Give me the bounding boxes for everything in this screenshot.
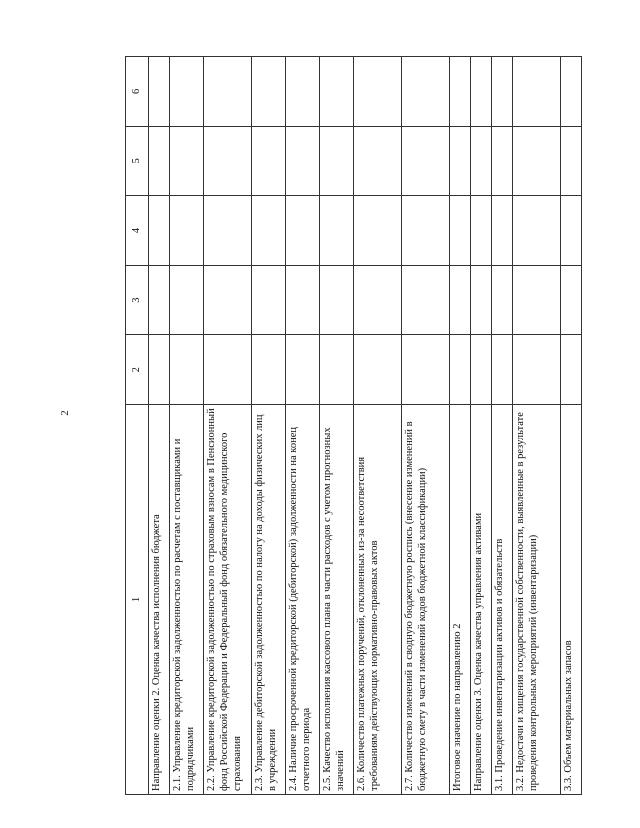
table-cell (402, 265, 450, 335)
table-cell (402, 126, 450, 196)
header-cell: 3 (126, 265, 149, 335)
table-cell (354, 57, 402, 127)
header-row (126, 57, 149, 795)
row-label: 2.3. Управление дебиторской задолженностью по налогу на доходы физических лиц в учреждении (252, 405, 286, 795)
table-cell (513, 335, 561, 405)
table-cell (471, 57, 492, 127)
table-cell (354, 126, 402, 196)
table-cell (286, 335, 320, 405)
table-cell (286, 265, 320, 335)
row-label: 3.2. Недостачи и хищения государственной собственности, выявленные в результате проведения контрольных мероприятий (инвентаризации) (513, 405, 561, 795)
table-cell (320, 335, 354, 405)
table-cell (149, 57, 170, 127)
table-cell (492, 196, 513, 266)
table-row (149, 57, 170, 795)
header-cell: 6 (126, 57, 149, 127)
table-cell (561, 126, 582, 196)
page-number: 2 (58, 410, 71, 416)
table-cell (170, 57, 204, 127)
table-cell (252, 126, 286, 196)
table-cell (513, 196, 561, 266)
table-cell (204, 265, 252, 335)
table-row (320, 57, 354, 795)
row-label: 2.4. Наличие просроченной кредиторской (дебиторской) задолженности на конец отчетного периода (286, 405, 320, 795)
table-cell (170, 126, 204, 196)
table-cell (561, 265, 582, 335)
table-cell (320, 57, 354, 127)
table-cell (170, 265, 204, 335)
table-cell (149, 265, 170, 335)
table-row (471, 57, 492, 795)
row-label: Направление оценки 3. Оценка качества управления активами (471, 405, 492, 795)
table-row (450, 57, 471, 795)
table-cell (252, 335, 286, 405)
table-cell (513, 265, 561, 335)
table-cell (492, 265, 513, 335)
table-cell (204, 57, 252, 127)
table-cell (252, 196, 286, 266)
table-cell (252, 57, 286, 127)
table-cell (402, 57, 450, 127)
table-cell (149, 335, 170, 405)
table-cell (471, 126, 492, 196)
row-label: 2.6. Количество платежных поручений, отклоненных из-за несоответствия требованиям действующих нормативно-правовых актов (354, 405, 402, 795)
table-row (513, 57, 561, 795)
table-row (402, 57, 450, 795)
table-cell (561, 196, 582, 266)
table-cell (170, 335, 204, 405)
table-cell (471, 335, 492, 405)
table-cell (320, 196, 354, 266)
table-cell (471, 265, 492, 335)
table-cell (450, 335, 471, 405)
table-cell (450, 126, 471, 196)
table-cell (492, 126, 513, 196)
table-row (354, 57, 402, 795)
table-cell (204, 126, 252, 196)
table-cell (354, 265, 402, 335)
row-label: 2.7. Количество изменений в сводную бюджетную роспись (внесение изменений в бюджетную смету в части изменений кодов бюджетной классификации) (402, 405, 450, 795)
row-label: 2.2. Управление кредиторской задолженностью по страховым взносам в Пенсионный фонд Российской Федерации и Федеральный фонд обязательного медицинского страхования (204, 405, 252, 795)
table-cell (471, 196, 492, 266)
table-cell (320, 126, 354, 196)
table-cell (450, 196, 471, 266)
rotated-table-wrapper (125, 57, 572, 795)
header-cell: 1 (126, 405, 149, 795)
table-row (170, 57, 204, 795)
table-cell (561, 57, 582, 127)
row-label: 2.5. Качество исполнения кассового плана в части расходов с учетом прогнозных значений (320, 405, 354, 795)
table-cell (354, 196, 402, 266)
table-cell (252, 265, 286, 335)
table-cell (320, 265, 354, 335)
header-cell: 4 (126, 196, 149, 266)
table-cell (402, 196, 450, 266)
table-cell (204, 335, 252, 405)
table-cell (402, 335, 450, 405)
table-cell (149, 196, 170, 266)
table-cell (492, 335, 513, 405)
table-cell (286, 57, 320, 127)
table-cell (286, 126, 320, 196)
table-cell (450, 57, 471, 127)
table-cell (450, 265, 471, 335)
row-label: 2.1. Управление кредиторской задолженностью по расчетам с поставщиками и подрядчиками (170, 405, 204, 795)
row-label: Направление оценки 2. Оценка качества исполнения бюджета (149, 405, 170, 795)
row-label: 3.3. Объем материальных запасов (561, 405, 582, 795)
table-cell (513, 57, 561, 127)
table-row (204, 57, 252, 795)
table-cell (492, 57, 513, 127)
table-cell (561, 335, 582, 405)
table-cell (149, 126, 170, 196)
header-cell: 2 (126, 335, 149, 405)
table-cell (204, 196, 252, 266)
table-cell (170, 196, 204, 266)
row-label: Итоговое значение по направлению 2 (450, 405, 471, 795)
table-cell (513, 126, 561, 196)
table-row (286, 57, 320, 795)
header-cell: 5 (126, 126, 149, 196)
row-label: 3.1. Проведение инвентаризации активов и обязательств (492, 405, 513, 795)
table-row (561, 57, 582, 795)
table-row (492, 57, 513, 795)
table-cell (286, 196, 320, 266)
table-cell (354, 335, 402, 405)
table-row (252, 57, 286, 795)
evaluation-table (125, 56, 582, 795)
